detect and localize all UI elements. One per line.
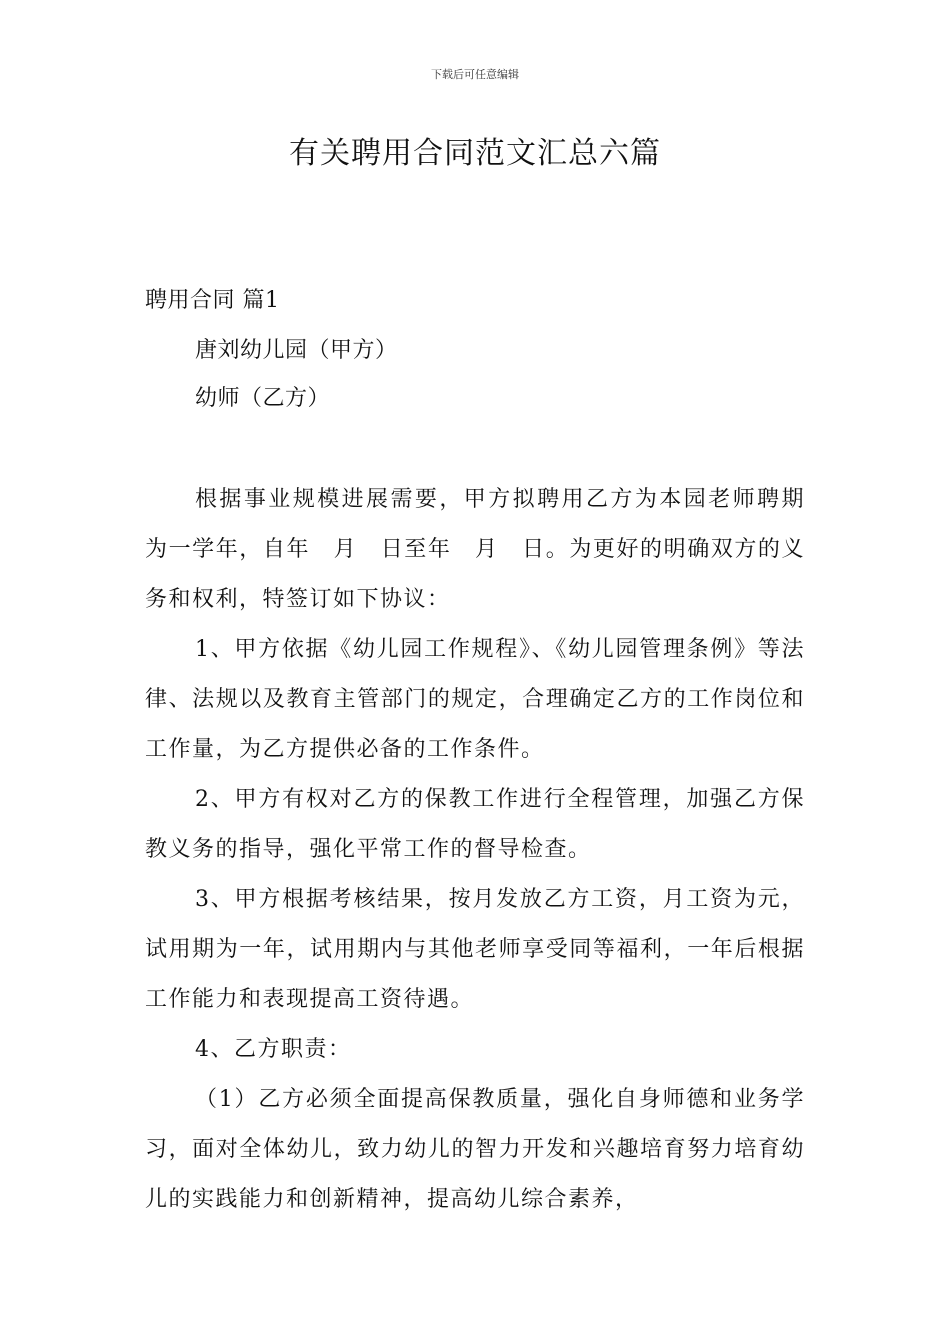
document-title: 有关聘用合同范文汇总六篇 xyxy=(289,136,661,171)
section-heading: 聘用合同 篇1 xyxy=(145,288,280,313)
paragraph-clause-2: 2、甲方有权对乙方的保教工作进行全程管理，加强乙方保教义务的指导，强化平常工作的督导检查。 xyxy=(145,787,805,862)
paragraph-clause-3: 3、甲方根据考核结果，按月发放乙方工资，月工资为元，试用期为一年，试用期内与其他老师享受同等福利，一年后根据工作能力和表现提高工资待遇。 xyxy=(145,887,805,1012)
party-b: 幼师（乙方） xyxy=(195,386,331,411)
paragraph-clause-1: 1、甲方依据《幼儿园工作规程》、《幼儿园管理条例》等法律、法规以及教育主管部门的规定，合理确定乙方的工作岗位和工作量，为乙方提供必备的工作条件。 xyxy=(145,637,805,762)
paragraph-intro: 根据事业规模进展需要，甲方拟聘用乙方为本园老师聘期为一学年，自年 月 日至年 月 日。为更好的明确双方的义务和权利，特签订如下协议： xyxy=(145,487,805,612)
party-a: 唐刘幼儿园（甲方） xyxy=(195,338,398,363)
header-note: 下载后可任意编辑 xyxy=(431,68,519,81)
paragraph-clause-4-1: （1）乙方必须全面提高保教质量，强化自身师德和业务学习，面对全体幼儿，致力幼儿的智力开发和兴趣培育努力培育幼儿的实践能力和创新精神，提高幼儿综合素养， xyxy=(145,1087,805,1212)
paragraph-clause-4: 4、乙方职责： xyxy=(195,1037,352,1062)
